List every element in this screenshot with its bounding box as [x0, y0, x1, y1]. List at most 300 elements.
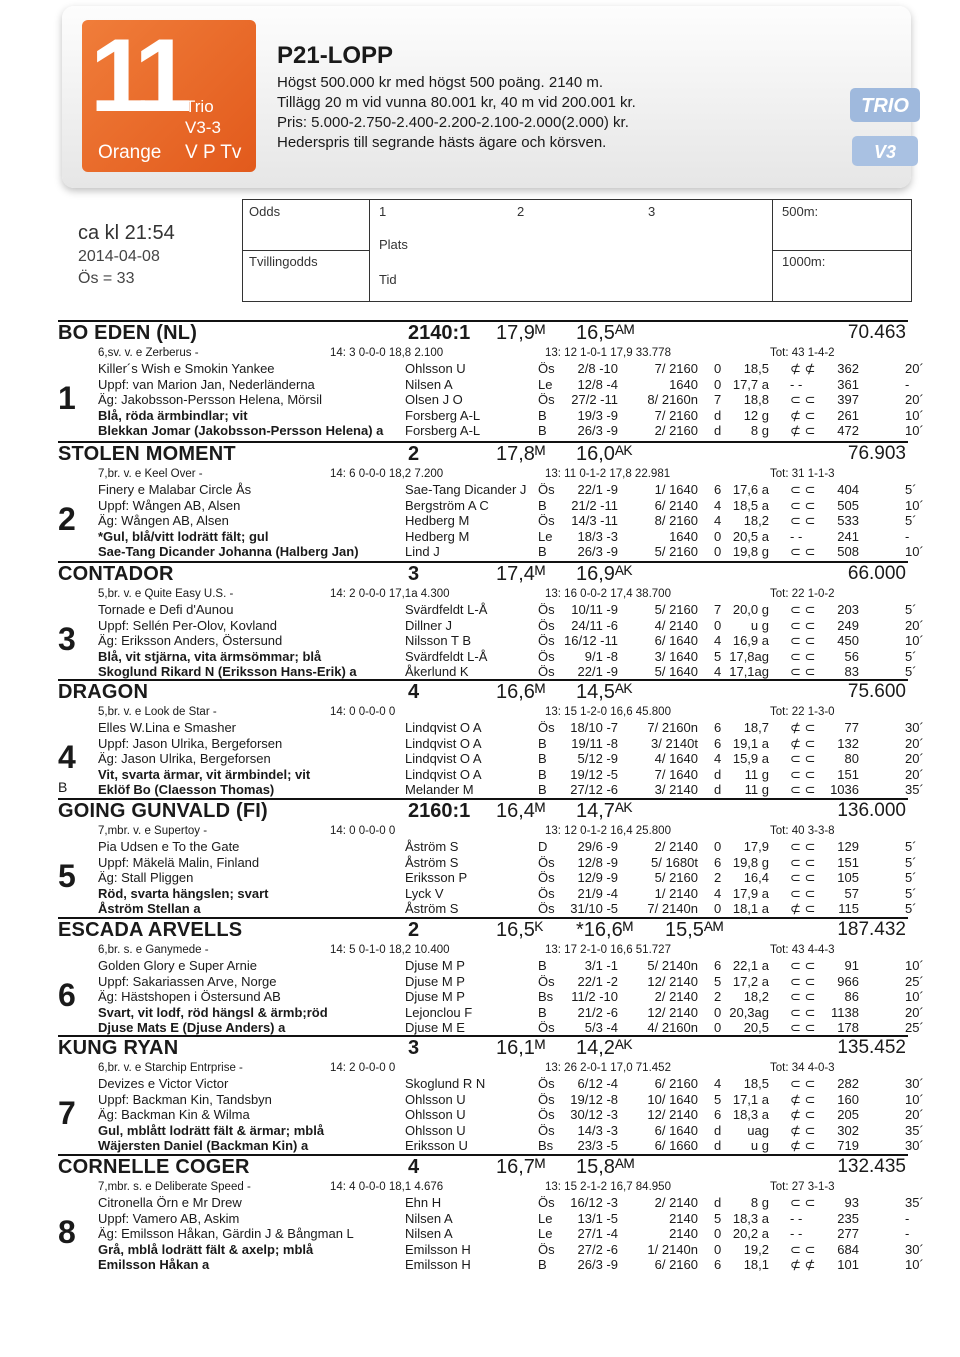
start-cell: Ös	[538, 854, 555, 870]
start-cell: 6/ 2160	[654, 1257, 698, 1273]
horse-info-line: Sae-Tang Dicander Johanna (Halberg Jan)	[98, 544, 359, 560]
horse-record: 16,9ᴬᴷ	[576, 563, 633, 585]
start-cell: d	[714, 766, 722, 782]
race-date: 2014-04-08	[78, 248, 160, 265]
start-cell: 5	[714, 1210, 722, 1226]
start-cell: ⊂ ⊂	[790, 854, 816, 870]
start-cell: Sae-Tang Dicander J	[405, 482, 527, 497]
start-cell: 22/1 -9	[577, 482, 618, 497]
start-cell: Skoglund R N	[405, 1076, 486, 1091]
start-cell: Ös	[538, 602, 555, 617]
start-cell: 2140	[669, 1210, 698, 1226]
start-cell: 2/ 2140	[654, 839, 698, 854]
start-cell: 20´	[905, 735, 924, 751]
start-cell: 6	[714, 735, 722, 751]
start-cell: 22/1 -2	[577, 973, 618, 989]
horse-stats-2013: 13: 15 2-1-2 16,7 84.950	[545, 1181, 671, 1193]
start-number: 3	[58, 621, 76, 657]
start-cell: 93	[844, 1195, 859, 1210]
start-cell: 19/3 -9	[577, 407, 618, 423]
start-cell: Lindqvist O A	[405, 751, 482, 767]
start-cell: ⊂ ⊂	[790, 766, 816, 782]
start-cell: ⊄ ⊂	[790, 720, 816, 735]
start-cell: 203	[837, 602, 859, 617]
start-cell: D	[538, 839, 548, 854]
start-cell: 8/ 2160	[654, 513, 698, 529]
start-cell: Ös	[538, 664, 555, 680]
start-cell: u g	[750, 1138, 769, 1154]
start-cell: uag	[747, 1122, 769, 1138]
start-cell: Le	[538, 376, 553, 392]
start-cell: 6/ 1660	[654, 1138, 698, 1154]
start-cell: Ös	[538, 1091, 555, 1107]
start-cell: ⊂ ⊂	[790, 782, 816, 798]
start-cell: 1036	[830, 782, 859, 798]
start-cell: 27/2 -11	[571, 392, 618, 408]
horse-record: 16,7ᴹ	[496, 1156, 546, 1178]
start-cell: 14/3 -3	[577, 1122, 618, 1138]
start-cell: 12/ 2140	[647, 1004, 698, 1020]
start-cell: ⊄ ⊂	[790, 901, 816, 917]
twin-odds-label: Tvillingodds	[249, 254, 318, 269]
horse-stats-2013: 13: 11 0-1-2 17,8 22.981	[545, 468, 671, 480]
start-cell: u g	[750, 617, 769, 633]
start-cell: ⊂ ⊂	[790, 633, 816, 649]
start-cell: Ös	[538, 1107, 555, 1123]
start-cell: 10´	[905, 497, 924, 513]
horse-info-line: Elles W.Lina e Smasher	[98, 720, 237, 735]
start-cell: 17,2 a	[732, 973, 769, 989]
odds-label: Odds	[249, 204, 281, 219]
split-500-label: 500m:	[782, 204, 819, 219]
start-cell: Ös	[538, 633, 555, 649]
start-cell: 5	[714, 648, 722, 664]
start-cell: Ös	[538, 1076, 555, 1091]
horse-record: 15,8ᴬᴹ	[576, 1156, 635, 1178]
start-cell: 21/2 -11	[571, 497, 618, 513]
start-cell: 4/ 2160n	[647, 1020, 698, 1036]
horse-earnings: 136.000	[837, 800, 906, 821]
start-cell: 30´	[905, 1138, 924, 1154]
start-cell: 18,5	[743, 1076, 769, 1091]
start-cell: 18,3 a	[732, 1107, 769, 1123]
start-cell: 10/11 -9	[571, 602, 618, 617]
start-cell: Hedberg M	[405, 513, 470, 529]
start-cell: B	[538, 407, 547, 423]
start-cell: 20´	[905, 1107, 924, 1123]
horse-info-line: Finery e Malabar Circle Ås	[98, 482, 252, 497]
start-cell: 1/ 2140	[654, 885, 698, 901]
start-cell: 5´	[905, 513, 917, 529]
start-cell: 26/3 -9	[577, 1257, 618, 1273]
start-cell: 20´	[905, 617, 924, 633]
track-count: Ös = 33	[78, 270, 135, 287]
horse-stats-2014: 14: 0 0-0-0 0	[330, 825, 396, 837]
horse-info-line: Blekkan Jomar (Jakobsson-Persson Helena) a	[98, 423, 384, 439]
start-cell: ⊄ ⊂	[790, 423, 816, 439]
start-cell: 5´	[905, 664, 917, 680]
start-cell: 19/12 -5	[570, 766, 618, 782]
horse-info-line: Uppf: van Marion Jan, Nederländerna	[98, 376, 315, 392]
start-cell: 18,1	[743, 1257, 769, 1273]
start-cell: Svärdfeldt L-Å	[405, 602, 488, 617]
horse-distance: 4	[408, 1156, 420, 1178]
start-cell: 35´	[905, 1122, 924, 1138]
horse-record: 16,0ᴬᴷ	[576, 443, 633, 465]
start-cell: 18,8	[743, 392, 769, 408]
start-cell: 18,3 a	[732, 1210, 769, 1226]
horse-pedigree: 6,sv. v. e Zerberus -	[98, 347, 199, 359]
start-cell: 27/2 -6	[577, 1241, 618, 1257]
start-cell: ⊂ ⊂	[790, 958, 816, 973]
start-cell: ⊄ ⊄	[790, 361, 816, 376]
start-cell: 20,5	[743, 1020, 769, 1036]
start-number: 8	[58, 1214, 76, 1250]
start-cell: 8 g	[750, 1195, 769, 1210]
start-cell: 2	[714, 870, 722, 886]
start-cell: 5/ 2160	[654, 544, 698, 560]
start-cell: Åkerlund K	[405, 664, 469, 680]
start-cell: 7/ 2160	[654, 407, 698, 423]
start-cell: ⊂ ⊂	[790, 885, 816, 901]
horse-record: 16,6ᴹ	[496, 681, 546, 703]
start-cell: 5´	[905, 648, 917, 664]
start-cell: 2/ 2140	[654, 989, 698, 1005]
start-cell: 10´	[905, 1257, 924, 1273]
start-cell: 24/11 -6	[571, 617, 618, 633]
start-cell: 30´	[905, 720, 924, 735]
start-cell: ⊄ ⊂	[790, 1107, 816, 1123]
start-cell: ⊂ ⊂	[790, 482, 816, 497]
horse-record: 15,5ᴬᴹ	[665, 919, 724, 941]
start-cell: 508	[837, 544, 859, 560]
start-spec: B	[58, 779, 68, 795]
start-cell: ⊂ ⊂	[790, 1004, 816, 1020]
start-cell: 0	[714, 901, 722, 917]
start-cell: 19/11 -8	[571, 735, 618, 751]
horse-info-line: Devizes e Victor Victor	[98, 1076, 229, 1091]
start-cell: ⊂ ⊂	[790, 1241, 816, 1257]
start-cell: B	[538, 766, 547, 782]
horse-info-line: Åström Stellan a	[98, 901, 201, 917]
start-cell: ⊄ ⊂	[790, 1091, 816, 1107]
start-cell: 6/ 2160	[654, 1076, 698, 1091]
horse-info-line: Äg: Wången AB, Alsen	[98, 513, 229, 529]
horse-info-line: Uppf: Sellén Per-Olov, Kovland	[98, 617, 277, 633]
start-cell: 0	[714, 1241, 722, 1257]
start-cell: Ös	[538, 361, 555, 376]
horse-stats-2013: 13: 15 1-2-0 16,6 45.800	[545, 706, 671, 718]
start-cell: 178	[837, 1020, 859, 1036]
game-vptv: V P Tv	[185, 142, 242, 163]
horse-info-line: Vit, svarta ärmar, vit ärmbindel; vit	[98, 766, 311, 782]
start-cell: 5	[714, 1091, 722, 1107]
start-cell: Ehn H	[405, 1195, 442, 1210]
horse-earnings: 187.432	[837, 919, 906, 940]
start-cell: 6	[714, 482, 722, 497]
start-cell: 132	[837, 735, 859, 751]
start-cell: ⊂ ⊂	[790, 513, 816, 529]
start-cell: d	[714, 423, 722, 439]
start-cell: 8/ 2160n	[647, 392, 698, 408]
start-cell: Svärdfeldt L-Å	[405, 648, 488, 664]
horse-info-line: Äg: Eriksson Anders, Östersund	[98, 633, 283, 649]
start-cell: 10´	[905, 1091, 924, 1107]
start-cell: Ohlsson U	[405, 1107, 466, 1123]
horse-record: 16,1ᴹ	[496, 1037, 546, 1059]
start-cell: 83	[844, 664, 859, 680]
horse-record: 16,4ᴹ	[496, 800, 546, 822]
place-1-label: 1	[379, 204, 387, 219]
horse-record: 16,5ᴬᴹ	[576, 322, 635, 344]
start-cell: 10´	[905, 633, 924, 649]
horse-pedigree: 5,br. v. e Look de Star -	[98, 706, 217, 718]
horse-record: 14,7ᴬᴷ	[576, 800, 633, 822]
start-cell: Ös	[538, 513, 555, 529]
start-cell: 277	[837, 1226, 859, 1242]
saddle-color: Orange	[98, 142, 162, 163]
start-cell: 16,9 a	[732, 633, 769, 649]
start-cell: ⊄ ⊂	[790, 407, 816, 423]
start-cell: 22/1 -9	[577, 664, 618, 680]
start-cell: 27/1 -4	[577, 1226, 618, 1242]
start-cell: 1640	[669, 528, 698, 544]
start-cell: 0	[714, 1020, 722, 1036]
start-cell: 20´	[905, 392, 924, 408]
start-cell: Ös	[538, 885, 555, 901]
start-cell: Forsberg A-L	[405, 407, 481, 423]
start-cell: 20´	[905, 361, 924, 376]
start-cell: 151	[837, 854, 859, 870]
horse-info-line: Äg: Backman Kin & Wilma	[98, 1107, 250, 1123]
horse-name: BO EDEN (NL)	[58, 322, 198, 344]
start-cell: 20,5 a	[732, 528, 769, 544]
start-cell: 19,1 a	[732, 735, 769, 751]
horse-distance: 2160:1	[408, 800, 471, 822]
start-cell: ⊂ ⊂	[790, 870, 816, 886]
start-cell: 18,2	[743, 989, 769, 1005]
start-cell: Djuse M P	[405, 989, 465, 1005]
start-cell: 30´	[905, 1076, 924, 1091]
start-cell: Ohlsson U	[405, 1122, 466, 1138]
horse-info-line: Blå, röda ärmbindlar; vit	[98, 407, 248, 423]
horse-stats-2013: 13: 26 2-0-1 17,0 71.452	[545, 1062, 671, 1074]
start-cell: B	[538, 1257, 547, 1273]
start-cell: 2/8 -10	[577, 361, 618, 376]
start-cell: 0	[714, 1226, 722, 1242]
start-cell: 17,1ag	[729, 664, 769, 680]
start-cell: 5/12 -9	[577, 751, 618, 767]
start-cell: - -	[790, 1210, 803, 1226]
horse-record: 17,8ᴹ	[496, 443, 546, 465]
horse-info-line: Tornade e Defi d'Aunou	[98, 602, 234, 617]
horse-stats-2014: 14: 3 0-0-0 18,8 2.100	[330, 347, 444, 359]
v3-logo	[852, 136, 918, 166]
horse-stats-total: Tot: 40 3-3-8	[770, 825, 835, 837]
start-cell: 450	[837, 633, 859, 649]
start-cell: Olsen J O	[405, 392, 463, 408]
start-cell: 23/3 -5	[577, 1138, 618, 1154]
start-cell: 5	[714, 973, 722, 989]
start-cell: 282	[837, 1076, 859, 1091]
start-cell: 4/ 1640	[654, 751, 698, 767]
start-cell: 10´	[905, 407, 924, 423]
start-cell: 160	[837, 1091, 859, 1107]
start-cell: 5´	[905, 602, 917, 617]
start-cell: 249	[837, 617, 859, 633]
horse-stats-2013: 13: 12 0-1-2 16,4 25.800	[545, 825, 671, 837]
horse-stats-total: Tot: 31 1-1-3	[770, 468, 835, 480]
start-cell: Bergström A C	[405, 497, 489, 513]
start-cell: 7/ 1640	[654, 766, 698, 782]
start-cell: 17,9 a	[732, 885, 769, 901]
start-cell: -	[905, 1226, 910, 1242]
horse-info-line: Äg: Jakobsson-Persson Helena, Mörsil	[98, 392, 322, 408]
start-cell: 4	[714, 664, 722, 680]
start-cell: 5´	[905, 870, 917, 886]
start-cell: 20,2 a	[732, 1226, 769, 1242]
horse-info-line: Blå, vit stjärna, vita ärmsömmar; blå	[98, 648, 322, 664]
horse-earnings: 75.600	[847, 681, 906, 702]
start-cell: 11/2 -10	[571, 989, 618, 1005]
horse-info-line: Citronella Örn e Mr Drew	[98, 1195, 242, 1210]
start-cell: 18,2	[743, 513, 769, 529]
start-cell: 6/ 1640	[654, 633, 698, 649]
start-cell: 27/12 -6	[570, 782, 618, 798]
start-cell: 5/ 1680t	[651, 854, 698, 870]
horse-distance: 3	[408, 563, 420, 585]
start-number: 4	[58, 739, 76, 775]
horse-info-line: Wäjersten Daniel (Backman Kin) a	[98, 1138, 309, 1154]
start-cell: 20,0 g	[732, 602, 769, 617]
start-cell: 3/ 2140t	[651, 735, 698, 751]
horse-name: DRAGON	[58, 681, 149, 703]
horse-earnings: 76.903	[847, 443, 906, 464]
start-cell: 4	[714, 633, 722, 649]
start-cell: 19,2	[743, 1241, 769, 1257]
start-cell: Ös	[538, 1241, 555, 1257]
start-cell: 472	[837, 423, 859, 439]
start-cell: 4	[714, 1076, 722, 1091]
start-cell: 10/ 1640	[647, 1091, 698, 1107]
start-cell: 20´	[905, 1004, 924, 1020]
start-cell: 18,7	[743, 720, 769, 735]
start-cell: 30´	[905, 1241, 924, 1257]
horse-info-line: Pia Udsen e To the Gate	[98, 839, 240, 854]
place-2-label: 2	[517, 204, 525, 219]
horse-name: ESCADA ARVELLS	[58, 919, 243, 941]
start-cell: 6	[714, 854, 722, 870]
horse-name: CONTADOR	[58, 563, 174, 585]
start-cell: 18/10 -7	[570, 720, 618, 735]
start-cell: 5´	[905, 839, 917, 854]
start-cell: 25´	[905, 973, 924, 989]
start-cell: 21/9 -4	[577, 885, 618, 901]
race-conditions: Högst 500.000 kr med högst 500 poäng. 2140 m.	[277, 74, 604, 91]
start-cell: Nilsson T B	[405, 633, 471, 649]
horse-stats-2014: 14: 2 0-0-0 0	[330, 1062, 396, 1074]
start-cell: ⊄ ⊂	[790, 1138, 816, 1154]
horse-info-line: Gul, mblått lodrätt fält & ärmar; mblå	[98, 1122, 325, 1138]
start-cell: Hedberg M	[405, 528, 470, 544]
start-cell: Emilsson H	[405, 1241, 471, 1257]
horse-distance: 2140:1	[408, 322, 471, 344]
horse-stats-2014: 14: 5 0-1-0 18,2 10.400	[330, 944, 450, 956]
start-cell: 30/12 -3	[570, 1107, 618, 1123]
start-cell: 5´	[905, 885, 917, 901]
start-cell: Le	[538, 528, 553, 544]
start-cell: ⊂ ⊂	[790, 544, 816, 560]
start-cell: 684	[837, 1241, 859, 1257]
start-cell: Ös	[538, 392, 555, 408]
start-cell: ⊂ ⊂	[790, 1076, 816, 1091]
start-cell: Lyck V	[405, 885, 444, 901]
horse-info-line: Uppf: Sakariassen Arve, Norge	[98, 973, 277, 989]
start-cell: d	[714, 782, 722, 798]
start-cell: Lind J	[405, 544, 440, 560]
race-honour-prize: Hederspris till segrande hästs ägare och körsven.	[277, 134, 607, 151]
start-cell: 12 g	[743, 407, 769, 423]
start-cell: d	[714, 1122, 722, 1138]
start-cell: 7/ 2160	[654, 361, 698, 376]
start-cell: 25´	[905, 1020, 924, 1036]
start-cell: B	[538, 782, 547, 798]
start-cell: 3/ 1640	[654, 648, 698, 664]
horse-stats-total: Tot: 43 4-4-3	[770, 944, 835, 956]
start-cell: Ös	[538, 1020, 555, 1036]
start-cell: 7/ 2140n	[647, 901, 698, 917]
start-cell: Ös	[538, 720, 555, 735]
start-number: 1	[58, 380, 76, 416]
horse-info-line: Uppf: Vamero AB, Askim	[98, 1210, 240, 1226]
svg-text:TRIO: TRIO	[861, 95, 909, 117]
start-cell: 19/12 -8	[570, 1091, 618, 1107]
start-cell: B	[538, 423, 547, 439]
start-cell: 10´	[905, 423, 924, 439]
horse-distance: 4	[408, 681, 420, 703]
start-cell: 0	[714, 839, 722, 854]
start-cell: Bs	[538, 989, 554, 1005]
race-title: P21-LOPP	[277, 42, 394, 69]
start-cell: 19,8 g	[732, 854, 769, 870]
start-cell: 12/8 -4	[577, 376, 618, 392]
start-cell: ⊂ ⊂	[790, 989, 816, 1005]
start-cell: 10´	[905, 989, 924, 1005]
svg-text:V3: V3	[873, 142, 897, 162]
start-cell: 26/3 -9	[577, 544, 618, 560]
start-cell: 0	[714, 528, 722, 544]
horse-info-line: *Gul, blå/vitt lodrätt fält; gul	[98, 528, 269, 544]
game-types	[185, 96, 221, 138]
place-3-label: 3	[648, 204, 656, 219]
start-cell: 3/1 -1	[584, 958, 618, 973]
start-cell: 0	[714, 376, 722, 392]
horse-info-line: Skoglund Rikard N (Eriksson Hans-Erik) a	[98, 664, 357, 680]
start-cell: 80	[844, 751, 859, 767]
start-cell: 129	[837, 839, 859, 854]
horse-info-line: Emilsson Håkan a	[98, 1257, 210, 1273]
start-number: 2	[58, 501, 76, 537]
horse-stats-2013: 13: 12 1-0-1 17,9 33.778	[545, 347, 671, 359]
trio-logo	[850, 88, 920, 122]
start-cell: 302	[837, 1122, 859, 1138]
start-cell: Emilsson H	[405, 1257, 471, 1273]
start-cell: 6/ 2140	[654, 497, 698, 513]
horse-stats-2014: 14: 0 0-0-0 0	[330, 706, 396, 718]
start-cell: 5/ 2160	[654, 870, 698, 886]
horse-record: 16,5ᴷ	[496, 919, 544, 941]
start-cell: 11 g	[744, 766, 769, 782]
